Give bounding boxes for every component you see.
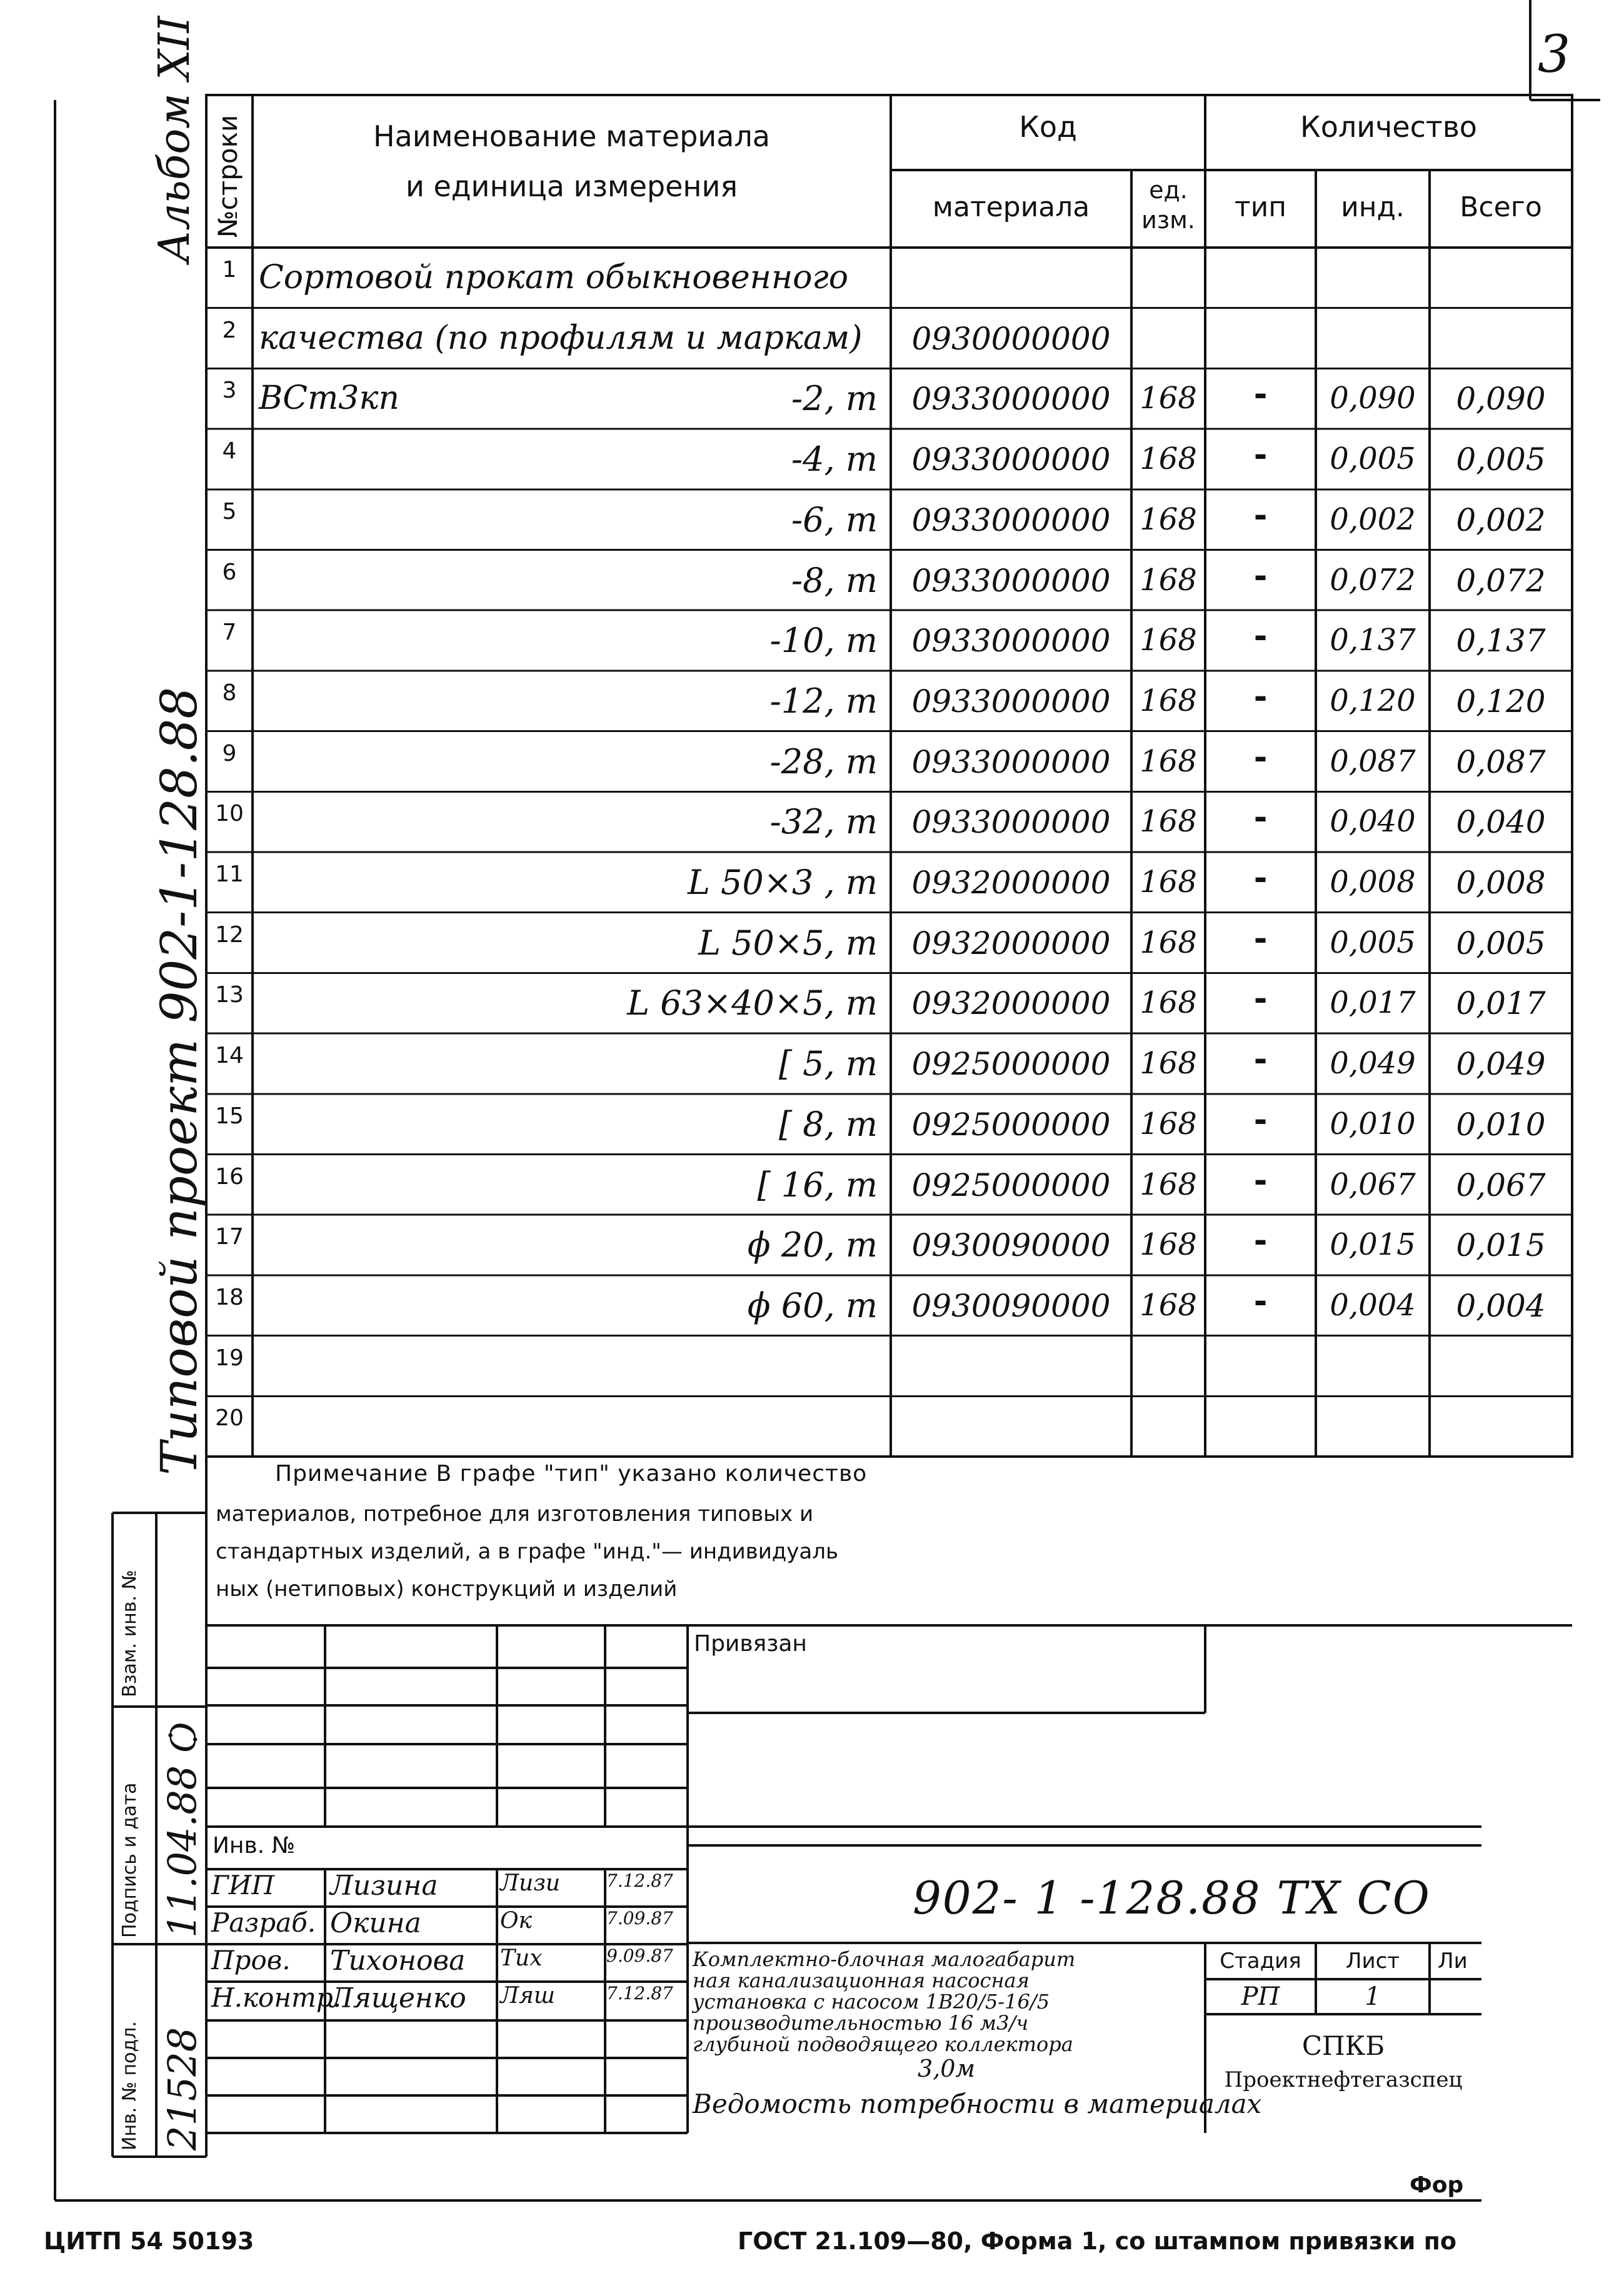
- row-unit: 168: [1140, 1287, 1197, 1323]
- row-name: качества (по профилям и маркам): [259, 319, 863, 357]
- row-ind: 0,002: [1330, 501, 1416, 537]
- signer-date: 7.09.87: [606, 1908, 673, 1929]
- stamp-stadia-label: Стадия: [1220, 1949, 1301, 1974]
- stamp-title-line-4: производительностью 16 м3/ч: [693, 2011, 1029, 2035]
- row-code: 0930000000: [911, 320, 1111, 357]
- row-code: 0930090000: [911, 1227, 1111, 1264]
- stamp-org-2: Проектнефтегазспец: [1224, 2067, 1463, 2092]
- row-size: -12, т: [769, 681, 878, 721]
- row-unit: 168: [1140, 501, 1197, 537]
- row-type: -: [1253, 678, 1268, 716]
- signer-role: ГИП: [211, 1870, 275, 1900]
- row-size: -10, т: [769, 621, 878, 661]
- row-size: -28, т: [769, 741, 878, 781]
- header-code-material: материала: [932, 191, 1090, 223]
- stamp-title-line-1: Комплектно-блочная малогабарит: [693, 1947, 1076, 1971]
- row-total: 0,120: [1456, 683, 1546, 720]
- row-number: 14: [215, 1043, 244, 1069]
- note-line-1: Примечание В графе "тип" указано количество: [275, 1461, 868, 1487]
- row-number: 19: [215, 1345, 244, 1371]
- row-number: 17: [215, 1224, 244, 1250]
- row-total: 0,137: [1456, 623, 1546, 660]
- row-ind: 0,090: [1330, 381, 1416, 416]
- row-total: 0,017: [1456, 985, 1546, 1022]
- row-type: -: [1253, 376, 1268, 414]
- signer-name: Тихонова: [330, 1945, 466, 1977]
- side-project-label: Типовой проект 902-1-128.88: [150, 686, 208, 1475]
- row-type: -: [1253, 618, 1268, 656]
- row-type: -: [1253, 557, 1268, 595]
- header-quantity: Количество: [1300, 110, 1477, 144]
- row-code: 0925000000: [911, 1167, 1111, 1203]
- row-total: 0,002: [1456, 501, 1546, 538]
- row-number: 8: [222, 680, 237, 706]
- row-ind: 0,087: [1330, 743, 1416, 779]
- row-unit: 168: [1140, 441, 1197, 477]
- row-size: -4, т: [791, 439, 878, 479]
- stamp-listov-label: Ли: [1438, 1949, 1468, 1974]
- row-code: 0933000000: [911, 501, 1111, 538]
- signer-name: Лященко: [330, 1982, 466, 2014]
- stamp-designation: 902- 1 -128.88 ТХ СО: [913, 1872, 1431, 1924]
- signer-role: Пров.: [211, 1945, 291, 1975]
- row-number: 7: [222, 620, 237, 646]
- row-number: 13: [215, 982, 244, 1008]
- row-size: L 50×3 , т: [687, 863, 878, 902]
- header-name: Наименование материала: [373, 119, 770, 153]
- row-name: ВСт3кп: [259, 379, 399, 418]
- row-code: 0933000000: [911, 804, 1111, 841]
- row-total: 0,087: [1456, 743, 1546, 780]
- signer-role: Разраб.: [211, 1907, 316, 1938]
- row-total: 0,005: [1456, 925, 1546, 961]
- row-unit: 168: [1140, 804, 1197, 840]
- row-number: 12: [215, 921, 244, 948]
- stamp-podpis-value: 11.04.88 Ѻ: [159, 1722, 205, 1938]
- stamp-format-label: Фор: [1410, 2172, 1464, 2198]
- row-ind: 0,005: [1330, 925, 1416, 960]
- row-unit: 168: [1140, 683, 1197, 718]
- row-total: 0,010: [1456, 1106, 1546, 1143]
- row-total: 0,015: [1456, 1227, 1546, 1264]
- row-code: 0925000000: [911, 1106, 1111, 1143]
- row-size: -32, т: [769, 802, 878, 842]
- header-qty-ind: инд.: [1341, 191, 1405, 223]
- row-total: 0,004: [1456, 1287, 1546, 1324]
- footer-right: ГОСТ 21.109—80, Форма 1, со штампом привязки по: [738, 2227, 1456, 2255]
- row-code: 0932000000: [911, 925, 1111, 961]
- row-number: 2: [222, 317, 237, 343]
- note-line-3: стандартных изделий, а в графе "инд."— индивидуаль: [216, 1539, 839, 1564]
- header-qty-total: Всего: [1460, 191, 1542, 223]
- signer-sign: Ок: [500, 1908, 533, 1934]
- row-unit: 168: [1140, 1106, 1197, 1141]
- row-type: -: [1253, 436, 1268, 474]
- header-qty-type: тип: [1235, 191, 1286, 223]
- side-album-label: Альбом XII: [150, 16, 199, 263]
- row-name: Сортовой прокат обыкновенного: [259, 259, 849, 296]
- row-code: 0933000000: [911, 562, 1111, 599]
- row-number: 18: [215, 1284, 244, 1310]
- row-ind: 0,017: [1330, 985, 1416, 1021]
- row-code: 0933000000: [911, 683, 1111, 720]
- signer-sign: Ляш: [500, 1983, 555, 2009]
- row-ind: 0,005: [1330, 441, 1416, 477]
- row-unit: 168: [1140, 925, 1197, 960]
- row-unit: 168: [1140, 865, 1197, 900]
- row-type: -: [1253, 860, 1268, 897]
- row-size: ϕ 20, т: [747, 1225, 878, 1265]
- row-number: 9: [222, 740, 237, 766]
- row-type: -: [1253, 1041, 1268, 1079]
- header-code-unit-2: изм.: [1141, 206, 1195, 234]
- row-number: 5: [222, 498, 237, 524]
- header-row-no: №строки: [213, 114, 243, 238]
- stamp-org-1: СПКБ: [1301, 2030, 1385, 2061]
- row-ind: 0,072: [1330, 562, 1416, 598]
- signer-date: 7.12.87: [606, 1870, 673, 1891]
- row-type: -: [1253, 799, 1268, 837]
- header-code: Код: [1019, 110, 1077, 144]
- row-type: -: [1253, 496, 1268, 534]
- row-total: 0,067: [1456, 1167, 1546, 1203]
- stamp-inv-podl-label: Инв. № подл.: [119, 2021, 141, 2150]
- row-type: -: [1253, 1162, 1268, 1200]
- row-number: 10: [215, 801, 244, 827]
- stamp-title-line-3: установка с насосом 1В20/5-16/5: [693, 1990, 1050, 2014]
- row-code: 0932000000: [911, 985, 1111, 1022]
- signer-name: Окина: [330, 1907, 421, 1939]
- row-number: 4: [222, 438, 237, 464]
- row-code: 0930090000: [911, 1287, 1111, 1324]
- note-line-4: ных (нетиповых) конструкций и изделий: [216, 1577, 678, 1602]
- row-number: 1: [222, 257, 237, 283]
- row-unit: 168: [1140, 623, 1197, 658]
- signer-sign: Лизи: [500, 1870, 561, 1896]
- row-size: L 63×40×5, т: [627, 983, 878, 1023]
- row-code: 0932000000: [911, 865, 1111, 901]
- row-ind: 0,040: [1330, 804, 1416, 840]
- signer-date: 7.12.87: [606, 1983, 673, 2004]
- stamp-inv-no: Инв. №: [213, 1833, 296, 1859]
- row-size: [ 8, т: [778, 1104, 878, 1144]
- row-type: -: [1253, 920, 1268, 958]
- row-unit: 168: [1140, 381, 1197, 416]
- stamp-title-line-6: 3,0м: [918, 2055, 975, 2082]
- row-code: 0933000000: [911, 623, 1111, 660]
- row-number: 20: [215, 1405, 244, 1432]
- row-type: -: [1253, 980, 1268, 1018]
- row-size: [ 5, т: [778, 1044, 878, 1084]
- row-code: 0933000000: [911, 381, 1111, 418]
- stamp-privyazan: Привязан: [694, 1631, 807, 1657]
- stamp-list-value: 1: [1365, 1982, 1381, 2011]
- row-size: -6, т: [791, 499, 878, 539]
- row-total: 0,040: [1456, 804, 1546, 841]
- stamp-stadia-value: РП: [1241, 1982, 1280, 2011]
- stamp-podpis-label: Подпись и дата: [119, 1782, 141, 1938]
- row-unit: 168: [1140, 1167, 1197, 1202]
- row-code: 0933000000: [911, 441, 1111, 478]
- row-ind: 0,137: [1330, 623, 1416, 658]
- row-number: 11: [215, 861, 244, 887]
- stamp-inv-value: 21528: [159, 2027, 205, 2150]
- page-number: 3: [1538, 25, 1571, 84]
- row-type: -: [1253, 1282, 1268, 1320]
- row-unit: 168: [1140, 743, 1197, 779]
- signer-role: Н.контр.: [211, 1982, 342, 2013]
- row-unit: 168: [1140, 1046, 1197, 1081]
- row-size: -2, т: [791, 379, 878, 419]
- header-code-unit-1: ед.: [1149, 176, 1188, 204]
- row-type: -: [1253, 1222, 1268, 1260]
- stamp-title-line-2: ная канализационная насосная: [693, 1969, 1030, 1992]
- row-size: L 50×5, т: [698, 923, 878, 963]
- row-size: -8, т: [791, 560, 878, 600]
- row-ind: 0,049: [1330, 1046, 1416, 1081]
- row-number: 16: [215, 1163, 244, 1190]
- footer-left: ЦИТП 54 50193: [44, 2227, 254, 2255]
- note-line-2: материалов, потребное для изготовления типовых и: [216, 1502, 814, 1527]
- row-code: 0925000000: [911, 1046, 1111, 1083]
- signer-name: Лизина: [330, 1870, 438, 1902]
- row-total: 0,005: [1456, 441, 1546, 478]
- stamp-doc-title: Ведомость потребности в материалах: [693, 2089, 1262, 2119]
- row-unit: 168: [1140, 1227, 1197, 1263]
- row-total: 0,008: [1456, 865, 1546, 901]
- signer-date: 9.09.87: [606, 1945, 673, 1966]
- row-type: -: [1253, 1101, 1268, 1139]
- row-ind: 0,120: [1330, 683, 1416, 718]
- signer-sign: Тих: [500, 1945, 543, 1971]
- row-unit: 168: [1140, 562, 1197, 598]
- row-size: ϕ 60, т: [747, 1285, 878, 1325]
- row-code: 0933000000: [911, 743, 1111, 780]
- row-type: -: [1253, 738, 1268, 776]
- header-name-unit: и единица измерения: [405, 169, 738, 203]
- row-ind: 0,015: [1330, 1227, 1416, 1263]
- stamp-title-line-5: глубиной подводящего коллектора: [693, 2032, 1073, 2056]
- stamp-vzam-label: Взам. инв. №: [119, 1570, 141, 1697]
- row-number: 6: [222, 559, 237, 585]
- row-size: [ 16, т: [757, 1165, 878, 1205]
- row-ind: 0,008: [1330, 865, 1416, 900]
- row-total: 0,090: [1456, 381, 1546, 418]
- row-number: 15: [215, 1103, 244, 1129]
- stamp-list-label: Лист: [1345, 1949, 1400, 1974]
- row-total: 0,072: [1456, 562, 1546, 599]
- row-unit: 168: [1140, 985, 1197, 1021]
- row-number: 3: [222, 378, 237, 404]
- row-ind: 0,004: [1330, 1287, 1416, 1323]
- row-ind: 0,010: [1330, 1106, 1416, 1141]
- row-total: 0,049: [1456, 1046, 1546, 1083]
- row-ind: 0,067: [1330, 1167, 1416, 1202]
